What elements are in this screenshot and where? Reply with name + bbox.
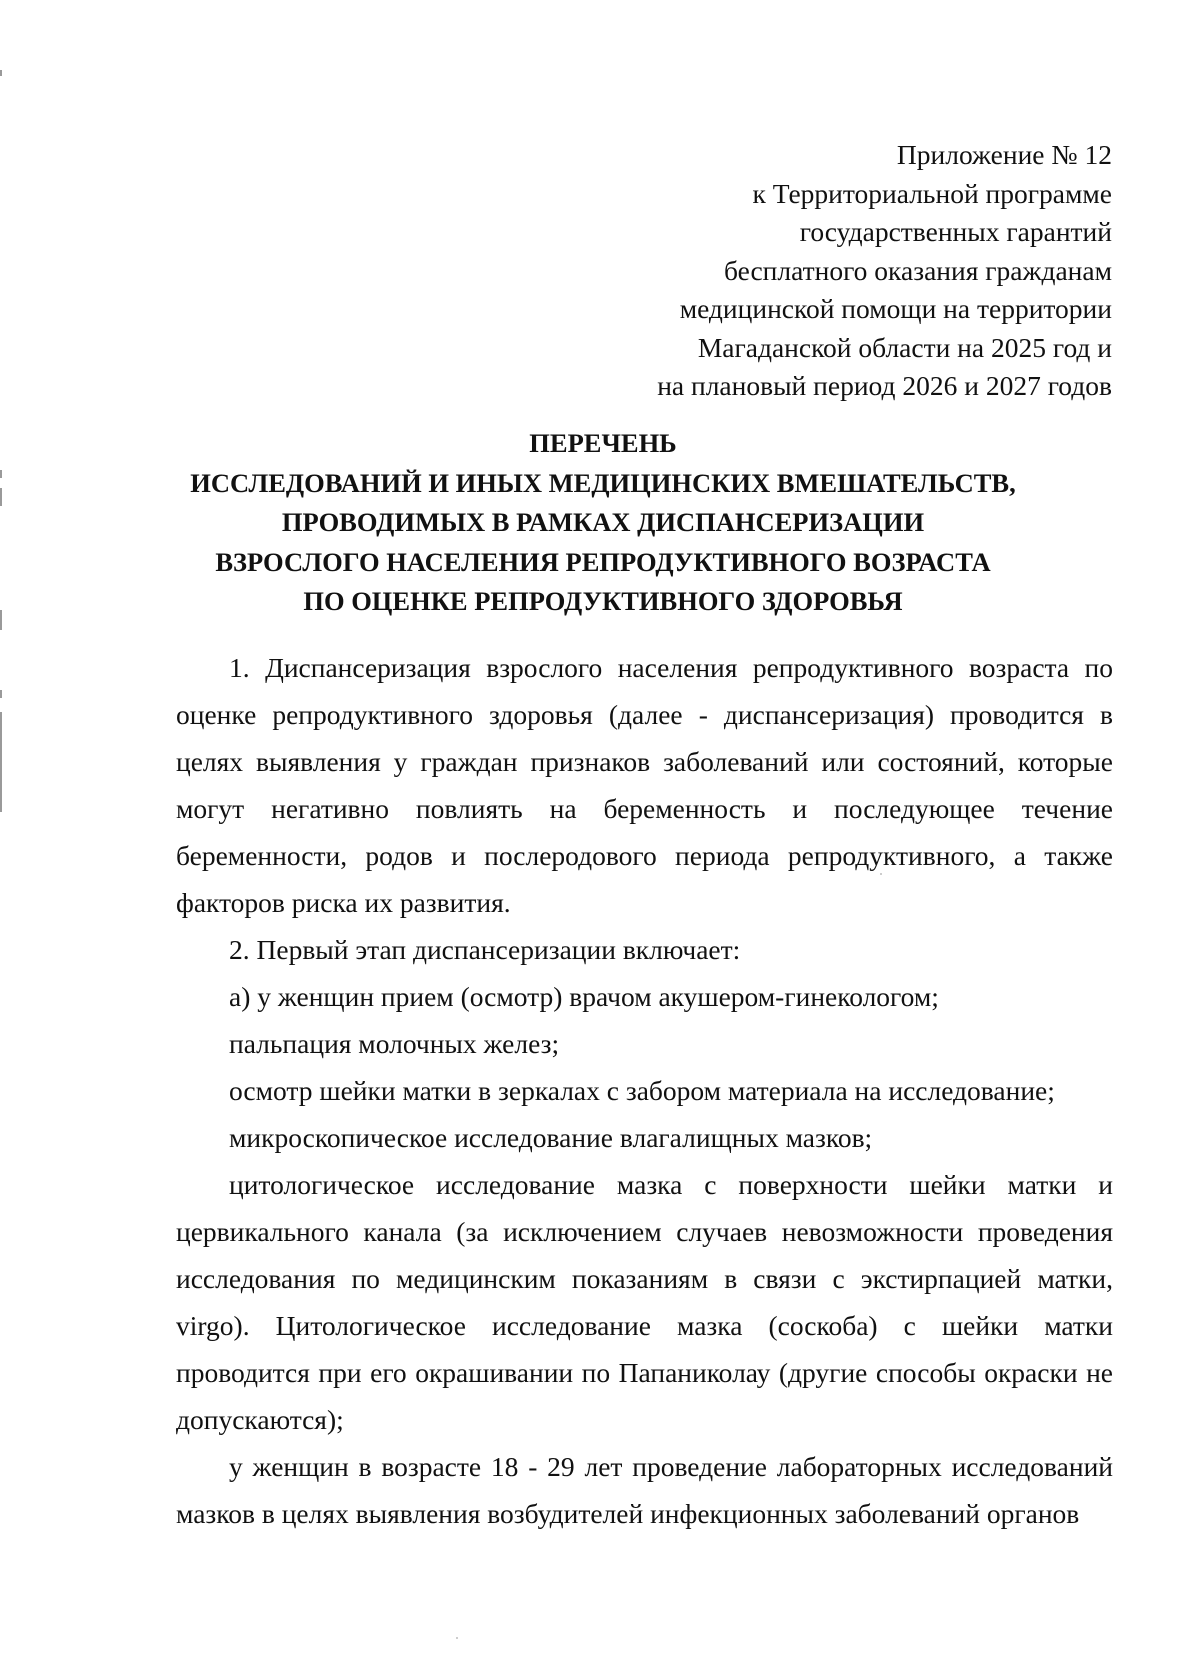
title-line: ПО ОЦЕНКЕ РЕПРОДУКТИВНОГО ЗДОРОВЬЯ: [303, 586, 903, 616]
scan-edge-mark: [0, 690, 2, 698]
title-line: ВЗРОСЛОГО НАСЕЛЕНИЯ РЕПРОДУКТИВНОГО ВОЗРАСТА: [215, 546, 991, 577]
appendix-line: государственных гарантий: [799, 216, 1112, 247]
list-item-cytology: цитологическое исследование мазка с поверхности шейки матки и цервикального канала (за исключением случаев невозможности проведения исследования по медицинским показаниям в связи с экстирпацией матки, virgo). Цитологическое исследование мазка (соскоба) с шейки матки проводится при его окрашивании по Папаниколау (другие способы окраски не допускаются);: [176, 1169, 1113, 1435]
appendix-line: бесплатного оказания гражданам: [723, 254, 1112, 286]
scan-speck: [456, 1637, 458, 1639]
list-item-lab-18-29: у женщин в возрасте 18 - 29 лет проведение лабораторных исследований мазков в целях выявления возбудителей инфекционных заболеваний органов: [176, 1451, 1113, 1529]
appendix-line: на плановый период 2026 и 2027 годов: [657, 370, 1112, 401]
scan-edge-mark: [0, 70, 2, 76]
appendix-line: к Территориальной программе: [752, 177, 1112, 209]
document-body: [176, 644, 1113, 1537]
appendix-line: медицинской помощи на территории: [679, 293, 1112, 324]
scan-edge-mark: [0, 470, 2, 478]
paragraph-1: 1. Диспансеризация взрослого населения репродуктивного возраста по оценке репродуктивного здоровья (далее - диспансеризация) проводится в целях выявления у граждан признаков заболеваний или состояний, которые могут негативно повлиять на беременность и последующее течение беременности, родов и послеродового периода репродуктивного, а также факторов риска их развития.: [176, 652, 1113, 918]
appendix-line: Приложение № 12: [896, 139, 1112, 170]
appendix-header: [657, 136, 1112, 406]
appendix-line: Магаданской области на 2025 год и: [697, 331, 1112, 363]
paragraph-2: 2. Первый этап диспансеризации включает:: [229, 934, 741, 965]
list-item-palpation: пальпация молочных желез;: [229, 1028, 560, 1059]
list-item-cervix: осмотр шейки матки в зеркалах с забором материала на исследование;: [229, 1075, 1055, 1106]
scan-edge-mark: [0, 488, 2, 506]
scan-edge-mark: [0, 610, 2, 630]
scan-edge-mark: [0, 712, 2, 812]
title-line: ПРОВОДИМЫХ В РАМКАХ ДИСПАНСЕРИЗАЦИИ: [281, 507, 925, 537]
document-title: [96, 424, 1110, 622]
title-line: ИССЛЕДОВАНИЙ И ИНЫХ МЕДИЦИНСКИХ ВМЕШАТЕЛЬСТВ,: [190, 467, 1016, 498]
title-line: ПЕРЕЧЕНЬ: [529, 428, 677, 458]
list-item-microscopy: микроскопическое исследование влагалищных мазков;: [229, 1122, 873, 1153]
list-item-a: а) у женщин прием (осмотр) врачом акушером-гинекологом;: [229, 981, 939, 1012]
